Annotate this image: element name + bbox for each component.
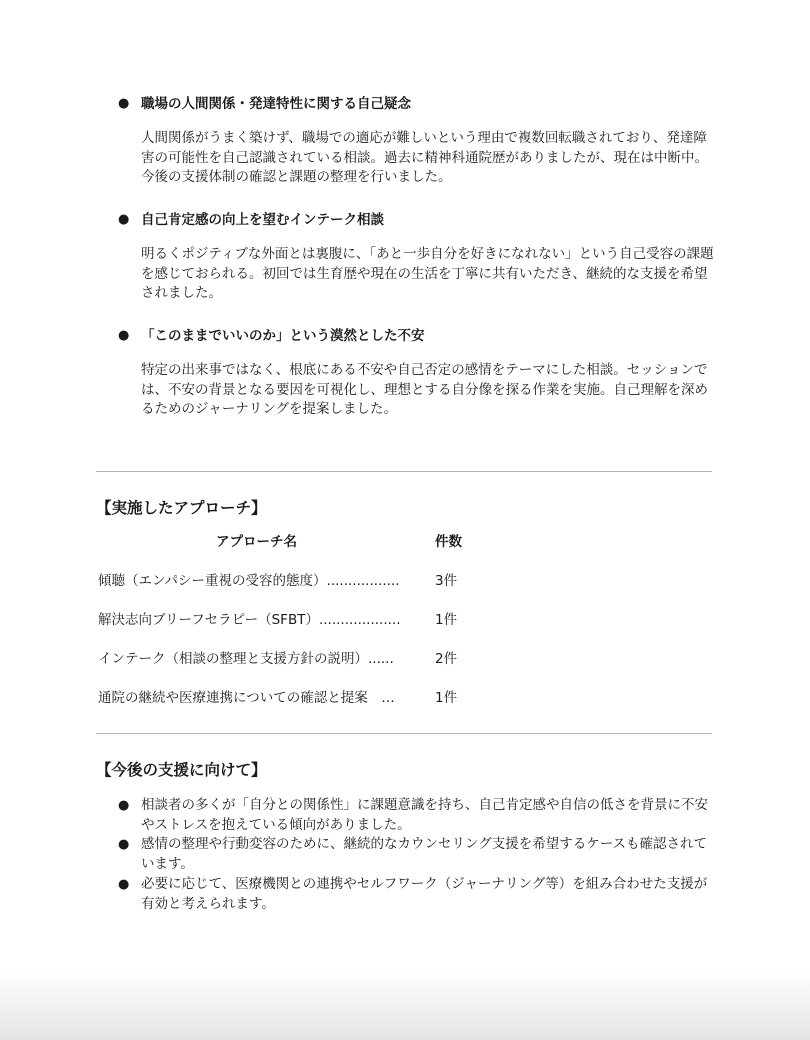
- approach-col-count-header: 件数: [435, 534, 462, 550]
- approach-name: インテーク（相談の整理と支援方針の説明）......: [98, 651, 394, 667]
- approach-count: 2件: [435, 651, 458, 667]
- case-body: 人間関係がうまく築けず、職場での適応が難しいという理由で複数回転職されており、発達障害の可能性を自己認識されている相談。過去に精神科通院歴がありましたが、現在は中断中。今後の支援体制の確認と課題の整理を行いました。: [141, 130, 708, 185]
- case-body: 明るくポジティブな外面とは裏腹に、「あと一歩自分を好きになれない」という自己受容の課題を感じておられる。初回では生育歴や現在の生活を丁寧に共有いただき、継続的な支援を希望されました。: [141, 246, 714, 301]
- divider: [96, 471, 712, 472]
- table-row: [98, 572, 458, 590]
- future-heading: 【今後の支援に向けて】: [96, 761, 267, 779]
- approach-count: 1件: [435, 612, 458, 628]
- bullet-icon: ●: [118, 877, 130, 892]
- table-row: [98, 611, 458, 629]
- future-item-text: 感情の整理や行動変容のために、継続的なカウンセリング支援を希望するケースも確認されています。: [141, 836, 708, 872]
- approach-count: 1件: [435, 690, 458, 706]
- bullet-icon: ●: [118, 212, 130, 227]
- approach-col-name-header: アプローチ名: [216, 534, 297, 550]
- case-title: 職場の人間関係・発達特性に関する自己疑念: [141, 96, 411, 112]
- table-row: [98, 650, 458, 668]
- approach-name: 通院の継続や医療連携についての確認と提案 …: [98, 690, 395, 706]
- approach-heading: 【実施したアプローチ】: [96, 499, 267, 517]
- case-body: 特定の出来事ではなく、根底にある不安や自己否定の感情をテーマにした相談。セッションでは、不安の背景となる要因を可視化し、理想とする自分像を探る作業を実施。自己理解を深めるためのジャーナリングを提案しました。: [141, 362, 708, 417]
- bullet-icon: ●: [118, 96, 130, 111]
- bullet-icon: ●: [118, 328, 130, 343]
- divider: [96, 733, 712, 734]
- case-title: 「このままでいいのか」という漠然とした不安: [141, 328, 425, 344]
- bullet-icon: ●: [118, 837, 130, 852]
- table-row: [98, 689, 458, 707]
- bullet-icon: ●: [118, 798, 130, 813]
- approach-name: 傾聴（エンパシー重視の受容的態度）.................: [98, 573, 400, 589]
- future-item-text: 必要に応じて、医療機関との連携やセルフワーク（ジャーナリング等）を組み合わせた支援が有効と考えられます。: [141, 876, 708, 912]
- approach-count: 3件: [435, 573, 458, 589]
- page-bottom-shadow: [0, 970, 810, 1040]
- future-item-text: 相談者の多くが「自分との関係性」に課題意識を持ち、自己肯定感や自信の低さを背景に不安やストレスを抱えている傾向がありました。: [141, 797, 708, 833]
- case-title: 自己肯定感の向上を望むインテーク相談: [141, 212, 384, 228]
- approach-name: 解決志向ブリーフセラピー（SFBT）...................: [98, 612, 401, 628]
